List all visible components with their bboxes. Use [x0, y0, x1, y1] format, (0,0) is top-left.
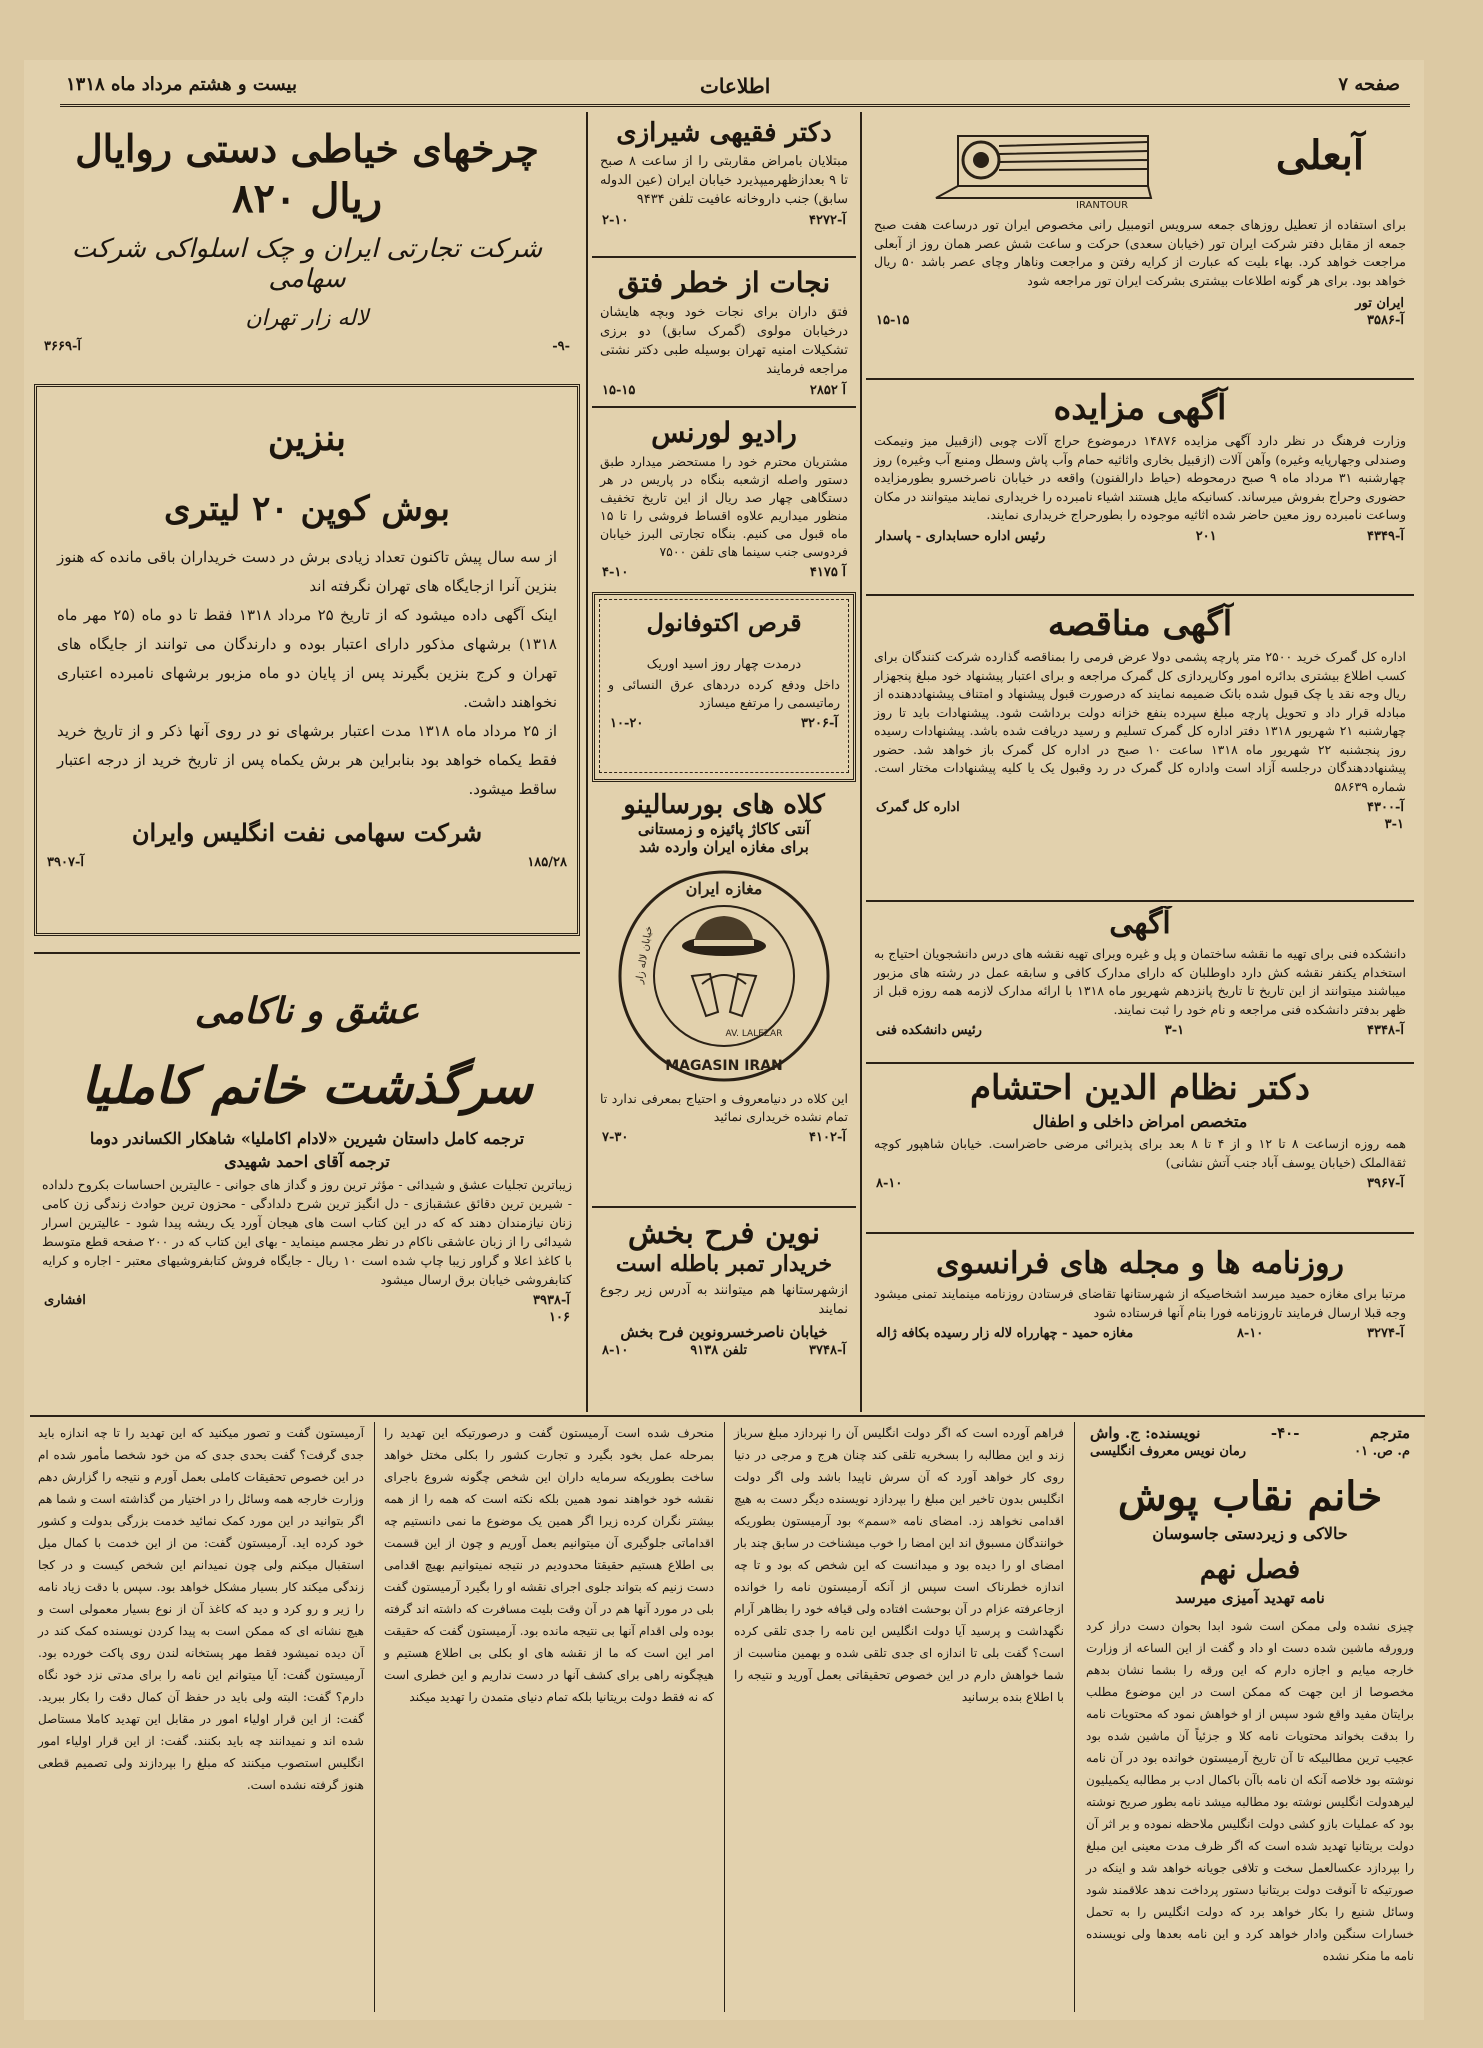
borsalino-ad [592, 784, 856, 1204]
radio-ad [592, 412, 856, 586]
tender-title: آگهی مناقصه [1047, 604, 1233, 644]
stamp-side-text: AV. LALEZAR [725, 1029, 783, 1039]
serial-chapter: فصل نهم [1199, 1555, 1301, 1585]
paper-name: اطلاعات [700, 74, 771, 98]
nowin-phone: تلفن ۹۱۳۸ [690, 1343, 748, 1358]
notice-ref-num: ۳-۱ [1164, 1023, 1185, 1038]
auction-body: وزارت فرهنگ در نظر دارد آگهی مزایده ۱۴۸۷۶ درموضوع حراج آلات چوبی (ازقبیل میز ونیمکت وصندلی وجهارپایه وغیره) وآهن آلات (ازقبیل بخاری واثاثیه حمام وآب پاش وسطل ومنبع آب وغیره) روز چهارشنبه ۳۱ مرداد ماه ۹ صبح درمحوطه (حیاط دارالفنون) واقعه در خیابان ناصرخسرو بطورمزایده حضوری وحراج بفروش میرساند. کسانیکه مایل هستند اشیاء نامبرده را خریداری نمایند میتوانند در مکان وساعت نامبرده روز معین حاضر شده اثاثیه موجوده را بطورحراج خریداری نمایند. [874, 433, 1406, 522]
hernia-body: فتق داران برای نجات خود وبچه هایشان درخیابان مولوی (گمرک سابق) دو برزی تشکیلات امنیه تهران بوسیله طبی دکتر نشتی مراجعه فرمایند [600, 305, 848, 377]
column-divider [1074, 1422, 1075, 2012]
serial-chapter-title: نامه تهدید آمیزی میرسد [1175, 1589, 1325, 1607]
abali-ref-code: آ-۳۵۸۶ [1367, 313, 1404, 328]
benzin-ad [34, 384, 580, 936]
auction-ref-code: آ-۴۳۴۹ [1367, 528, 1404, 544]
serial-column-2 [730, 1422, 1068, 2012]
serial-translator: مترجم [1369, 1424, 1410, 1442]
shirazi-body: مبتلایان بامراض مقاربتی را از ساعت ۸ صبح تا ۹ بعدازظهرمیپذیرد خیابان ایران (عین الدوله سابق) جنب داروخانه عافیت تلفن ۹۴۳۴ [600, 154, 848, 207]
borsalino-ref-code: آ-۴۱۰۲ [809, 1130, 846, 1145]
pills-sub: درمدت چهار روز اسید اوریک [646, 656, 802, 672]
divider [866, 378, 1414, 380]
borsalino-ref-num: ۷-۳۰ [602, 1130, 629, 1145]
camellia-big-title: سرگذشت خانم کاملیا [81, 1056, 533, 1115]
sewing-number: -۹- [552, 339, 570, 354]
hernia-ref-num: ۱۵-۱۵ [602, 383, 636, 398]
tender-body: اداره کل گمرک خرید ۲۵۰۰ متر پارچه پشمی دولا عرض فرمی را بمناقصه گذارده شرکت کنندگان برای کسب اطلاع بیشتری بدائره امور وکارپردازی کل گمرک مراجعه و برای اعتبار پیشنهاد خود مبلغ پنجهزار ریال وجه نقد یا چک قبول شده بانک ضمیمه نمایند که درصورت قبول پیشنهاد و امتناف پیشنهاددهنده از مبادله قرار داد و تحویل پارچه مبلغ سپرده بنفع خزانه دولت برداشت شود. پیشنهادات باید تا روز چهارشنبه ۲۱ شهریور ۱۳۱۸ دفتر اداره کل گمرک تسلیم و رسید دریافت شده باشد. پیشنهادات رسیده روز پنجشنبه ۲۲ شهریور ماه ۱۳۱۸ ساعت ۱۰ صبح در اداره کل گمرک باز خواهد شد. حضور پیشنهاددهندگان درجلسه آزاد است واداره کل گمرک در رد وقبول یک یا کلیه پیشنهادات مختار است. شماره ۵۸۶۳۹ [874, 649, 1406, 794]
shirazi-ad [592, 112, 856, 254]
shirazi-ref-code: آ-۴۲۷۲ [809, 213, 846, 228]
notice-signature: رئیس دانشکده فنی [876, 1023, 982, 1038]
logo-text: IRANTOUR [1076, 200, 1129, 208]
issue-date: بیست و هشتم مرداد ماه ۱۳۱۸ [66, 74, 297, 95]
divider [866, 1232, 1414, 1234]
camellia-ref-num: ۱۰۶ [549, 1310, 570, 1325]
serial-col1: چیزی نشده ولی ممکن است شود ابدا بحوان دست دراز کرد ورورقه ماشین شده دست او داد و گفت از این الساعه از وزارت خارجه میایم و اجازه دارم که این ورقه را بشما نشان بدهم مخصوصا از این جهت که ممکن است در این موضوع مطلب برایتان مفید واقع شود سپس از او خواهش نمود که محتویات نامه را بدقت بخواند محتویات نامه کلا و جزئیاً آن ماشین شده بود عجیب ترین مطالبیکه تا آن تاریخ آرمیستون خوانده بود در آن نامه نوشته بود خلاصه آنکه ان نامه باآن باکمال ادب بر مطالبه یکمیلیون لیرهدولت انگلیس نوشته بود مطالبه میشد نامه بطور صریح نوشته بود که عملیات بازو کشی دولت انگلیس ملاحظه نموده و بر اثر آن دولت بریتانیا تهدید شده است که اگر ظرف مدت معینی این مبلغ را بپردازد عکسالعمل سخت و تلافی جویانه خواهد شد و اینکه در صورتیکه تا آنوقت دولت بریتانیا دستور پرداخت ندهد علاقمند شود وسائل شنیع را بکار خواهد برد که دولت انگلیس را به تحمل خسارات سنگین وادار خواهد کرد و این نامه بعدها ولی نویسنده نامه ما منکر نشده [1086, 1619, 1414, 1963]
tender-ad [866, 600, 1414, 896]
pills-body: داخل ودفع کرده دردهای عرق النسائی و رماتیسمی را مرتفع میسازد [608, 676, 840, 710]
borsalino-line2: برای مغازه ایران وارده شد [639, 838, 809, 856]
pills-ref-num: ۱۰-۲۰ [610, 715, 644, 731]
stamp-bottom-text: MAGASIN IRAN [665, 1058, 783, 1074]
divider [866, 1062, 1414, 1064]
serial-subtitle: حالاکی و زیردستی جاسوسان [1152, 1524, 1348, 1543]
divider [592, 406, 856, 408]
nowin-ad [592, 1212, 856, 1410]
column-divider [374, 1422, 375, 2012]
pills-title: قرص اکتوفانول [646, 608, 802, 637]
stamp-left-text: خیابان لاله زار [634, 925, 656, 985]
sewing-ad [34, 112, 580, 370]
nowin-ref-num: ۸-۱۰ [602, 1343, 629, 1358]
french-papers-ref-code: آ-۳۲۷۴ [1367, 1326, 1404, 1341]
sewing-price: ۸۲۰ ریال [231, 175, 383, 222]
camellia-line2: ترجمه آقای احمد شهیدی [224, 1152, 390, 1171]
magasin-iran-stamp-icon [614, 866, 834, 1086]
doctor-nezam-body: همه روزه ازساعت ۸ تا ۱۲ و از ۴ تا ۸ بعد برای پذیرائی مرضی حاضراست. خیابان شاهپور کوچه ثقةالملک (خیابان یوسف آباد جنب آتش نشانی) [874, 1136, 1407, 1170]
column-divider [724, 1422, 725, 2012]
nowin-title: نوین فرح بخش [627, 1216, 821, 1251]
section-divider [30, 1415, 1425, 1417]
french-papers-ref-num: ۸-۱۰ [1236, 1326, 1264, 1341]
divider [592, 256, 856, 258]
borsalino-body: این کلاه در دنیامعروف و احتیاج بمعرفی ندارد تا تمام نشده خریداری نمائید [600, 1091, 848, 1124]
radio-body: مشتریان محترم خود را مستحضر میدارد طبق دستور واصله ازشعبه بنگاه در پاریس در هر دستگاهی چهار صد ریال از این تاریخ تخفیف منظور میداریم علاوه اقساط فروشی را تا ۱۵ ماه قبول می کنیم. بنگاه تجارتی البرز خیابان فردوسی جنب سینما های تلفن ۷۵۰۰ [600, 454, 848, 559]
benzin-p2: اینک آگهی داده میشود که از تاریخ ۲۵ مرداد ۱۳۱۸ فقط تا دو ماه (۲۵ مهر ماه ۱۳۱۸) برشهای مذکور دارای اعتبار بوده و دارندگان می توانند از جایگاه های تهران و کرج بنزین بگیرند پس از پایان دو ماه مزبور برشهای نامبرده اعتباری نخواهند داشت. [57, 605, 558, 711]
benzin-p3: از ۲۵ مرداد ماه ۱۳۱۸ مدت اعتبار برشهای نو در روی آنها ذکر و از تاریخ خرید فقط یکماه خواهد بود بنابراین هر برش یکماه پس از تاریخ خرید از درجه اعتبار ساقط میشود. [57, 721, 557, 798]
column-divider [586, 112, 588, 1412]
french-papers-body: مرتبا برای مغازه حمید میرسد اشخاصیکه از شهرستانها تقاضای فرستادن روزنامه مینمایند تمنی میشود وجه قبلا ارسال فرمایند تاروزنامه فورا بنام آنها فرستاده شود [874, 1286, 1406, 1320]
benzin-ref-code: آ-۳۹۰۷ [47, 854, 84, 870]
doctor-nezam-ad [866, 1068, 1414, 1238]
benzin-date: ۱۸۵/۲۸ [527, 854, 567, 870]
camellia-line1: ترجمه کامل داستان شیرین «لادام اکاملیا» شاهکار الکساندر دوما [89, 1129, 525, 1148]
doctor-nezam-ref-code: آ-۳۹۶۷ [1367, 1176, 1404, 1191]
benzin-title: بنزین [267, 417, 347, 459]
abali-title: آبعلی [1275, 132, 1364, 179]
radio-title: رادیو لورنس [651, 416, 797, 449]
radio-ref-num: ۴-۱۰ [602, 565, 629, 580]
sewing-title: چرخهای خیاطی دستی روایال [75, 126, 539, 171]
sewing-ref-code: آ-۳۶۶۹ [44, 339, 81, 354]
nowin-ref-code: آ-۳۷۴۸ [809, 1343, 846, 1358]
serial-title: خانم نقاب پوش [1117, 1473, 1383, 1520]
pills-ad [592, 592, 856, 782]
radio-ref-code: آ ۴۱۷۵ [809, 565, 846, 580]
abali-ad [866, 112, 1414, 374]
column-divider [860, 112, 862, 1412]
page-label: صفحه ۷ [1338, 74, 1400, 95]
abali-body: برای استفاده از تعطیل روزهای جمعه سرویس اتومبیل رانی مخصوص ایران تور درساعت هفت صبح جمعه از مقابل دفتر شرکت ایران تور (خیابان سعدی) حرکت و ساعت شش عصر همان روز از آبعلی مراجعت خواهد کرد. بهاء بلیت که عبارت از کرایه رفتن و مراجعت وناهار وچای عصر باشد ۵۰ ریال خواهد بود. برای هر گونه اطلاعات بیشتری بشرکت ایران تور مراجعه شود [874, 217, 1406, 288]
auction-ref-num: ۲۰۱ [1195, 528, 1217, 544]
divider [866, 900, 1414, 902]
doctor-nezam-subtitle: متخصص امراض داخلی و اطفال [1032, 1112, 1248, 1131]
notice-title: آگهی [1109, 906, 1171, 941]
tender-ref-code: آ-۴۳۰۰ [1367, 800, 1404, 815]
divider [592, 1206, 856, 1208]
french-papers-title: روزنامه ها و مجله های فرانسوی [936, 1246, 1344, 1281]
benzin-p1: از سه سال پیش تاکنون تعداد زیادی برش در دست خریداران باقی مانده که هنوز بنزین آنرا ازجایگاه های تهران نگرفته اند [57, 547, 557, 595]
serial-genre: رمان نویس معروف انگلیسی [1090, 1444, 1247, 1459]
auction-signature: رئیس اداره حسابداری - پاسدار [876, 528, 1046, 544]
divider [866, 594, 1414, 596]
tender-signature: اداره کل گمرک [876, 800, 960, 815]
auction-ad [866, 384, 1414, 590]
stamp-top-text: مغازه ایران [685, 879, 763, 898]
shirazi-ref-num: ۲-۱۰ [602, 213, 629, 228]
french-papers-ad [866, 1238, 1414, 1410]
notice-ad [866, 906, 1414, 1056]
serial-col3: منحرف شده است آرمیستون گفت و درصورتیکه این تهدید را بمرحله عمل بخود بگیرد و تجارت کشور را بکلی مختل خواهد ساخت بطوریکه سرمایه داران این شخص چگونه شروع باجرای نقشه خود خواهند نمود همین بلکه نکته است که همه را از همه بیشتر نگران کرده زیرا اگر همین یک موضوع ما نمی دانستیم چه اقداماتی جلوگیری آن میتوانیم بعمل آوریم و چون از این قسمت بی اطلاع هستیم حقیقتا محدودیم در نتیجه نمیتوانیم بهیچ اقدامی دست زنیم که بتواند جلوی اجرای نقشه او را بگیرد آرمیستون گفت بلی در مورد آنها هم در آن وقت بلیت مسافرت که داشته اند گرفته بوده ولی اقدام آنها بی نتیجه مانده بود. آرمیستون گفت که حقیقت امر این است که ما از نقشه های او بکلی بی اطلاع هستیم و هیچگونه راهی برای کشف آنها در دست نداریم و این خطری است که نه فقط دولت بریتانیا بلکه تمام دنیای متمدن را تهدید میکند [384, 1426, 714, 1704]
hernia-title: نجات از خطر فتق [617, 266, 831, 299]
camellia-body: زیباترین تجلیات عشق و شیدائی - مؤثر ترین روز و گداز های جوانی - عالیترین احساسات بکروح دلداده - شیرین ترین دقائق عشقبازی - دل انگیز ترین شرح دلدادگی - محزون ترین حوادث زندگی زن کامی زنان نیازمندان دهند که که در این کتاب است های هیجان آورد یک ریشه پیدا شود - عالیترین اسرار شیدائی را از زبان عاشقی ناکام در نظر مجسم مینماید - بهای این کتاب که در ۲۰۰ صفحه قطع متوسط با کاغذ اعلا و گراور زیبا چاپ شده است ۱۰ ریال - جایگاه فروش کتابفروشیهای معتبر - اجاره و کرایه کتابفروشی خیابان برق ارسال میشود [42, 1177, 572, 1287]
nowin-body: ازشهرستانها هم میتوانند به آدرس زیر رجوع نمایند [600, 1283, 848, 1317]
serial-number: -۴۰- [1270, 1424, 1300, 1442]
train-logo-icon [866, 118, 1166, 208]
borsalino-title: کلاه های بورسالینو [623, 790, 825, 820]
camellia-ref-code: آ-۳۹۳۸ [533, 1293, 570, 1308]
benzin-company: شرکت سهامی نفت انگلیس وایران [131, 817, 483, 847]
borsalino-line1: آنتی کاکاژ پائیزه و زمستانی [637, 820, 811, 838]
benzin-subtitle: بوش کوپن ۲۰ لیتری [164, 488, 450, 529]
shirazi-title: دکتر فقیهی شیرازی [616, 118, 832, 148]
camellia-ad [34, 960, 580, 1410]
doctor-nezam-ref-num: ۸-۱۰ [876, 1176, 903, 1191]
serial-column-4 [34, 1422, 368, 2012]
pills-ref-code: آ-۳۲۰۶ [801, 715, 838, 731]
nowin-subtitle: خریدار تمبر باطله است [615, 1251, 833, 1277]
serial-header [1080, 1422, 1420, 2012]
abali-signature: ایران تور [1355, 296, 1404, 311]
sewing-company: شرکت تجارتی ایران و چک اسلواکی شرکت سهامی [71, 234, 543, 294]
serial-sub: م. ص. ۰۱ [1354, 1444, 1410, 1459]
notice-ref-code: آ-۴۳۴۸ [1367, 1023, 1404, 1038]
serial-col2: فراهم آورده است که اگر دولت انگلیس آن را نپردازد مبلغ سرباز زند و این مطالبه را بسخریه تلقی کند چنان هرج و مرجی در دنیا روی کار خواهد آورد که آن سرش ناپیدا باشد ولی اگر دولت انگلیس بدون تاخیر این مبلغ را بپردازد نویسنده دیگر دست به هیچ اقدامی نخواهد زد. امضای نامه «سمم» بود آرمیستون بطوریکه خوانندگان مسبوق اند این امضا را خوب میشناخت در سابق چند بار امضای او را دیده بود و میدانست که این شخص که بود و تا چه اندازه خطرناک است سپس از آنکه آرمیستون نامه را خوانده ازجاعرفته عزام در آن بوحشت افتاده ولی قیافه خود را بظاهر آرام نگهداشت و پرسید آیا دولت انگلیس این نامه را جدی تلقی کرده است؟ گفت بلی تا اندازه ای جدی تلقی شده و بهمین مناسبت از شما خواهش دارم در این خصوص تحقیقاتی بعمل آورید و نتیجه را با اطلاع بنده برسانید [734, 1426, 1064, 1704]
divider [34, 952, 580, 954]
doctor-nezam-title: دکتر نظام الدین احتشام [969, 1068, 1311, 1108]
nowin-address: خیابان ناصرخسرونوین فرح بخش [620, 1323, 828, 1341]
page-header [60, 68, 1410, 107]
abali-ref-num: ۱۵-۱۵ [876, 313, 910, 328]
french-papers-signature: مغازه حمید - چهارراه لاله زار رسیده بکافه ژاله [876, 1326, 1134, 1341]
serial-column-3 [380, 1422, 718, 2012]
serial-author: نویسنده: ج. واش [1090, 1424, 1201, 1442]
camellia-title: عشق و ناکامی [194, 990, 420, 1032]
hernia-ref-code: آ ۲۸۵۲ [809, 383, 846, 398]
sewing-location: لاله زار تهران [245, 306, 369, 331]
notice-body: دانشکده فنی برای تهیه ما نقشه ساختمان و پل و غیره وبرای تهیه نقشه های درس دانشجویان احتیاج به استخدام یکنفر نقشه کش دارد داوطلبان که دارای مدارک کافی و سابقه عمل در رشته های مزبور میباشند میتوانند از این تاریخ تا تاریخ پانزدهم شهریور ماه ۱۳۱۸ با ارائه مدارک لازمه همه روزه قبل از ظهر بدفتر دانشکده فنی مراجعه و نام خود را ثبت نمایند. [874, 946, 1407, 1017]
serial-col4: آرمیستون گفت و تصور میکنید که این تهدید را تا چه اندازه باید جدی گرفت؟ گفت بحدی جدی که من خود شخصا مأمور شده ام در این خصوص تحقیقات کاملی بعمل آورم و نتیجه را گزارش دهم وزارت خارجه همه وسائل را در اختیار من گذاشته است و شما هم اگر بتوانید در این مورد کمک نمائید خدمت بزرگی بدولت و کشور خود کرده اید. آرمیستون گفت: من از این خدمت با کمال میل استقبال میکنم ولی چون نمیدانم این شخص کیست و در کجا زندگی میکند کار بسیار مشکل خواهد بود. سپس با دقت زیاد نامه را زیر و رو کرد و دید که کاغذ آن از نوع بسیار معمولی است و هیچ نشانه ای که ممکن است به پیدا کردن نویسنده کمک کند در آن دیده نمیشود فقط مهر پستخانه لندن روی پاکت خورده بود. آرمیستون گفت: آیا میتوانم این نامه را برای مدتی نزد خود نگاه دارم؟ گفت: البته ولی باید در حفظ آن کمال دقت را بکار ببرید. گفت: از این قرار اولیاء امور در مقابل این تهدید کاملا مستاصل شده اند و نمیدانند چه باید بکنند. گفت: از این قرار اولیاء امور انگلیس استصوب میکنند که مبلغ را بپردازند ولی تصمیم قطعی هنوز گرفته نشده است. [38, 1426, 364, 1792]
auction-title: آگهی مزایده [1053, 388, 1227, 428]
tender-ref-num: ۳-۱ [1384, 817, 1404, 832]
hernia-ad [592, 262, 856, 404]
camellia-signature: افشاری [44, 1293, 86, 1308]
